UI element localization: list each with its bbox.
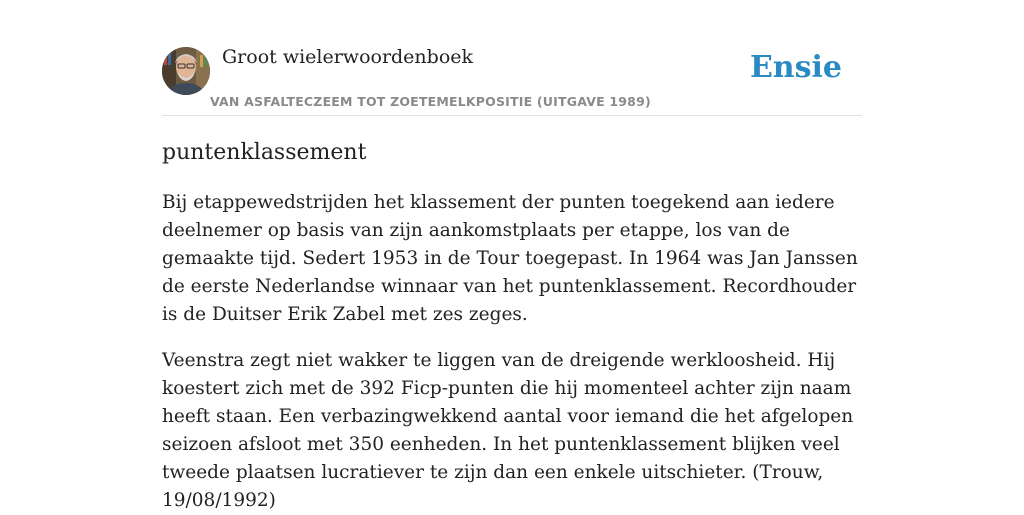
- avatar-portrait-icon: [162, 47, 210, 95]
- entry-header: [162, 44, 862, 116]
- brand-logo[interactable]: Ensie: [749, 50, 842, 85]
- entry-definition: Bij etappewedstrijden het klassement der punten toegekend aan iedere deelnemer op basis van zijn aankomstplaats per etappe, los van de gemaakte tijd. Sedert 1953 in de Tour toegepast. In 1964 was Jan Janssen de eerste Nederlandse winnaar van het puntenklassement. Recordhouder is de Duitser Erik Zabel met zes zeges.: [162, 192, 858, 325]
- source-subtitle: VAN ASFALTECZEEM TOT ZOETEMELKPOSITIE (UITGAVE 1989): [210, 94, 651, 109]
- author-avatar[interactable]: [162, 47, 210, 95]
- entry-term: puntenklassement: [162, 140, 367, 165]
- entry-card: [162, 44, 862, 515]
- entry-example: Veenstra zegt niet wakker te liggen van de dreigende werkloosheid. Hij koestert zich met de 392 Ficp-punten die hij momenteel achter zijn naam heeft staan. Een verbazingwekkend aantal voor iemand die het afgelopen seizoen afsloot met 350 eenheden. In het puntenklassement blijken veel tweede plaatsen lucratiever te zijn dan een enkele uitschieter. (Trouw, 19/08/1992): [162, 350, 854, 511]
- author-name[interactable]: Groot wielerwoordenboek: [222, 46, 474, 68]
